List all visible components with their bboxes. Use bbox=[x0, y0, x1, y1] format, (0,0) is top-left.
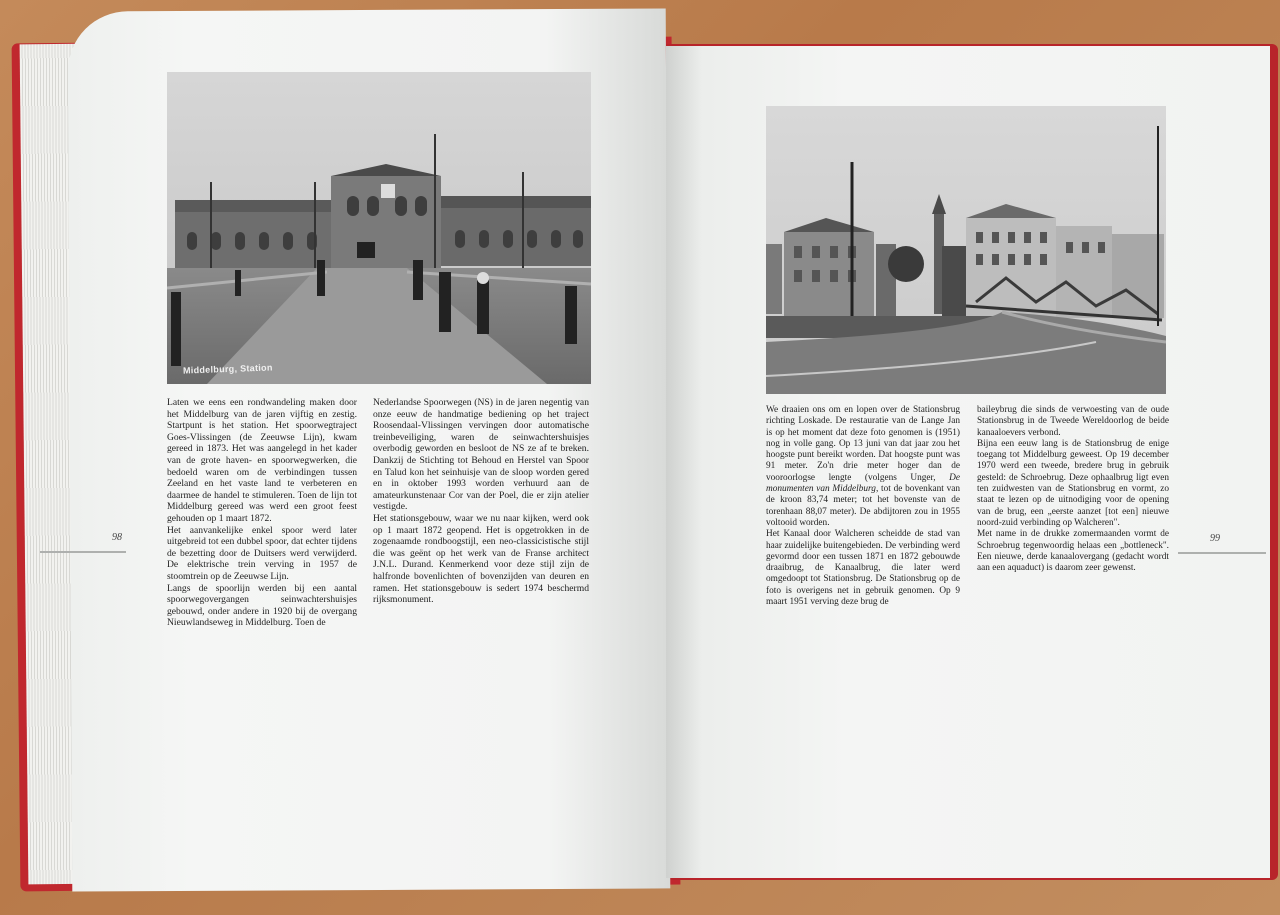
page-number-left: 98 bbox=[112, 532, 122, 543]
page-number-rule-left bbox=[40, 551, 126, 553]
book-title-italic: De monumenten van Middelburg, bbox=[766, 472, 960, 495]
paragraph: Nederlandse Spoorwegen (NS) in de jaren negentig van onze eeuw de handmatige bediening op het traject Roosendaal-Vlissingen vervingen door automatische treinbeveiliging, waren de seinwachtershuisjes overbodig geworden en besloot de NS ze af te breken. Dankzij de Stichting tot Behoud en Herstel van Spoor en Talud kon het seinhuisje van de sloop worden gered en in oktober 1993 worden verhuurd aan de amateurkunstenaar Cor van der Poel, die er zijn atelier vestigde. bbox=[373, 397, 589, 513]
left-page-column-1 bbox=[167, 397, 357, 629]
paragraph: Het Kanaal door Walcheren scheidde de stad van haar zuidelijke buitengebieden. De verbinding werd gevormd door een tussen 1871 en 1872 gebouwde draaibrug, de Kanaalbrug, die later werd omgedoopt tot Stationsbrug. De Stationsbrug op de foto is overigens net in gebruik genomen. Op 9 maart 1951 verving deze brug de bbox=[766, 529, 960, 608]
page-number-right: 99 bbox=[1210, 533, 1220, 544]
paragraph: Het aanvankelijke enkel spoor werd later uitgebreid tot een dubbel spoor, dat echter tijdens de bezetting door de Duitsers werd verwijderd. De elektrische trein verving in 1957 de stoomtrein op de Zeeuwse Lijn. bbox=[167, 524, 357, 582]
paragraph: We draaien ons om en lopen over de Stationsbrug richting Loskade. De restauratie van de Lange Jan is op het moment dat deze foto genomen is (1951) nog in volle gang. Op 13 juni van dat jaar zou het hoogste punt bereikt worden. Dat hoogste punt was 91 meter. Zo'n drie meter hoger dan de vooroorlogse lengte (volgens Unger, De monumenten van Middelburg, tot de bovenkant van de kroon 83,74 meter; tot het bovenste van de torenhaan 88,07 meter). De abdijtoren zou in 1955 voltooid worden. bbox=[766, 405, 961, 528]
paragraph: Langs de spoorlijn werden bij een aantal spoorwegovergangen seinwachtershuisjes gebouwd, onder andere in 1920 bij de overgang Nieuwlandseweg in Middelburg. Toen de bbox=[167, 582, 357, 629]
page-number-rule-right bbox=[1178, 552, 1266, 554]
right-page-column-1 bbox=[766, 405, 960, 608]
left-page-column-2 bbox=[373, 397, 589, 606]
bridge-photo bbox=[766, 106, 1166, 394]
paragraph: Laten we eens een rondwandeling maken door het Middelburg van de jaren vijftig en zestig. Startpunt is het station. Het spoorwegtraject Goes-Vlissingen (de Zeeuwse Lijn), kwam gereed in 1873. Het was aangelegd in het kader van de grote haven- en spoorwegwerken, die bedoeld waren om de verbindingen tussen Zeeland en het vaste land te verbeteren en daarmee de handel te stimuleren. Toen de lijn tot Middelburg gereed was werd een groot feest gehouden op 1 maart 1872. bbox=[167, 397, 357, 524]
right-page-column-2 bbox=[977, 405, 1169, 574]
paragraph: Met name in de drukke zomermaanden vormt de Schroebrug tegenwoordig helaas een „bottleneck". Een nieuwe, derde kanaalovergang (gedacht wordt aan een aquaduct) is daarom zeer gewenst. bbox=[977, 529, 1169, 574]
paragraph: baileybrug die sinds de verwoesting van de oude Stationsbrug in de Tweede Wereldoorlog de beide kanaaloevers verbond. bbox=[977, 405, 1169, 438]
photo-caption: Middelburg, Station bbox=[182, 362, 273, 376]
paragraph: Het stationsgebouw, waar we nu naar kijken, werd ook op 1 maart 1872 geopend. Het is opgetrokken in de zogenaamde rondboogstijl, een neo-classicistische stijl die was geënt op het werk van de Franse architect J.N.L. Durand. Kenmerkend voor deze stijl zijn de halfronde bovenlichten of bovenzijden van deuren en ramen. Het stationsgebouw is sedert 1974 beschermd rijksmonument. bbox=[373, 512, 589, 606]
station-photo bbox=[167, 72, 591, 384]
paragraph: Bijna een eeuw lang is de Stationsbrug de enige toegang tot Middelburg geweest. Op 19 december 1970 werd een tweede, bredere brug in gebruik gesteld: de Schroebrug. Deze ophaalbrug ligt even ten zuidwesten van de Stationsbrug en vormt, zo staat te lezen op de uitnodiging voor de opening van de brug, een „eerste aanzet [tot een] nieuwe noord-zuid verbinding op Walcheren". bbox=[977, 438, 1169, 528]
